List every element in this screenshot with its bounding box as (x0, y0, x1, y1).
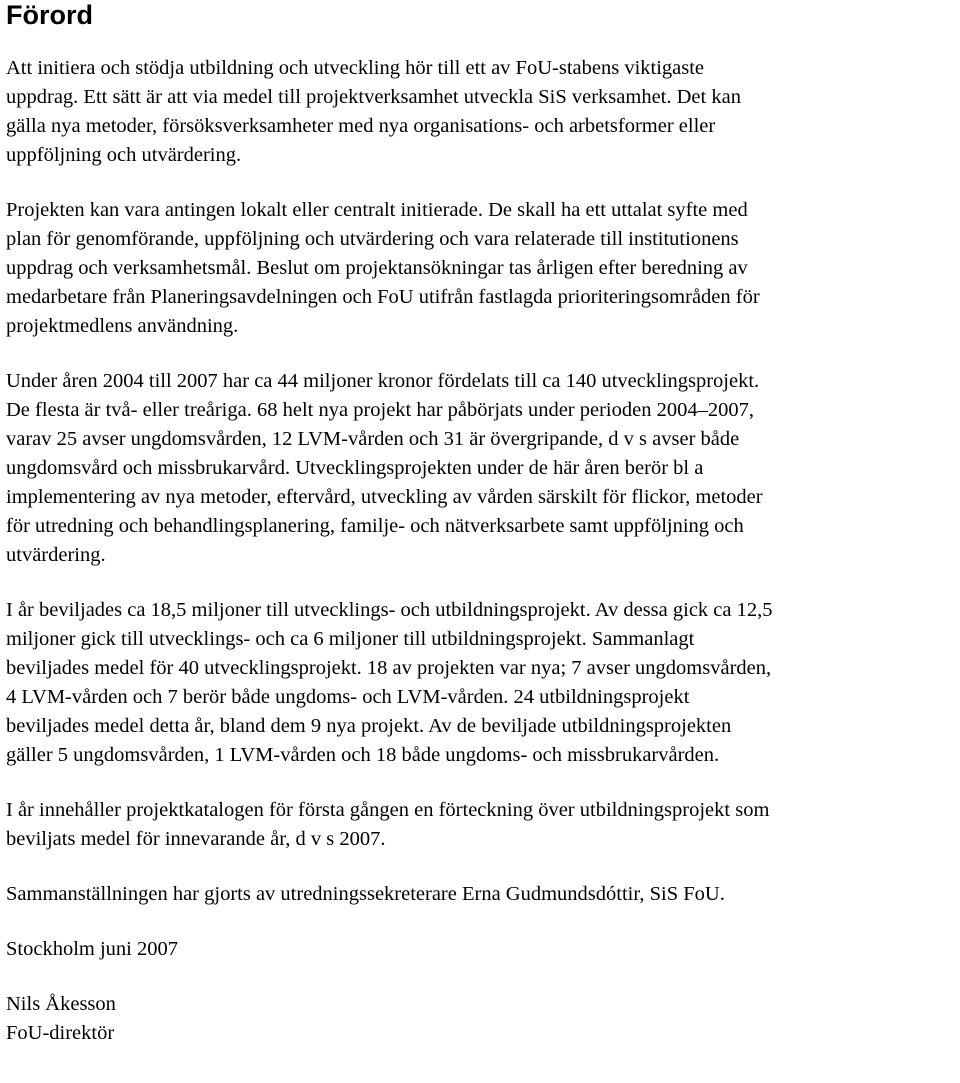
text-line: Stockholm juni 2007 (6, 938, 178, 960)
place-date (6, 935, 958, 964)
text-line: gälla nya metoder, försöksverksamheter med nya organisations- och arbetsformer eller (6, 115, 716, 137)
text-line: Sammanställningen har gjorts av utredningssekreterare Erna Gudmundsdóttir, SiS FoU. (6, 883, 725, 905)
text-line: uppdrag och verksamhetsmål. Beslut om projektansökningar tas årligen efter beredning av (6, 257, 748, 279)
text-line: I år innehåller projektkatalogen för första gången en förteckning över utbildningsprojekt som (6, 799, 770, 821)
text-line: implementering av nya metoder, eftervård, utveckling av vården särskilt för flickor, metoder (6, 486, 763, 508)
signatory-title: FoU-direktör (6, 1022, 115, 1044)
text-line: beviljats medel för innevarande år, d v s 2007. (6, 828, 386, 850)
text-line: utvärdering. (6, 544, 106, 566)
text-line: 4 LVM-vården och 7 berör både ungdoms- och LVM-vården. 24 utbildningsprojekt (6, 686, 690, 708)
text-line: plan för genomförande, uppföljning och utvärdering och vara relaterade till institutionens (6, 228, 739, 250)
paragraph-funding-history (6, 367, 958, 570)
text-line: för utredning och behandlingsplanering, familje- och nätverksarbete samt uppföljning och (6, 515, 744, 537)
text-line: varav 25 avser ungdomsvården, 12 LVM-vården och 31 är övergripande, d v s avser både (6, 428, 740, 450)
paragraph-projects (6, 196, 958, 341)
text-line: beviljades medel för 40 utvecklingsprojekt. 18 av projekten var nya; 7 avser ungdomsvården, (6, 657, 772, 679)
text-line: ungdomsvård och missbrukarvård. Utvecklingsprojekten under de här åren berör bl a (6, 457, 704, 479)
document-page (6, 0, 958, 1048)
text-line: beviljades medel detta år, bland dem 9 nya projekt. Av de beviljade utbildningsprojekten (6, 715, 732, 737)
text-line: Projekten kan vara antingen lokalt eller centralt initierade. De skall ha ett uttalat syfte med (6, 199, 748, 221)
text-line: gäller 5 ungdomsvården, 1 LVM-vården och 18 både ungdoms- och missbrukarvården. (6, 744, 720, 766)
text-line: medarbetare från Planeringsavdelningen och FoU utifrån fastlagda prioriteringsområden för (6, 286, 760, 308)
text-line: uppföljning och utvärdering. (6, 144, 242, 166)
text-line: I år beviljades ca 18,5 miljoner till utvecklings- och utbildningsprojekt. Av dessa gick ca 12,5 (6, 599, 773, 621)
paragraph-catalog (6, 796, 958, 854)
paragraph-compiled-by (6, 880, 958, 909)
text-line: miljoner gick till utvecklings- och ca 6 miljoner till utbildningsprojekt. Sammanlagt (6, 628, 695, 650)
text-line: Att initiera och stödja utbildning och utveckling hör till ett av FoU-stabens viktigaste (6, 57, 705, 79)
paragraph-this-year (6, 596, 958, 770)
text-line: De flesta är två- eller treåriga. 68 helt nya projekt har påbörjats under perioden 2004–2007, (6, 399, 754, 421)
text-line: projektmedlens användning. (6, 315, 239, 337)
page-title: Förord (6, 0, 93, 30)
signatory-name: Nils Åkesson (6, 993, 116, 1015)
text-line: Under åren 2004 till 2007 har ca 44 miljoner kronor fördelats till ca 140 utvecklingsprojekt. (6, 370, 760, 392)
text-line: uppdrag. Ett sätt är att via medel till projektverksamhet utveckla SiS verksamhet. Det kan (6, 86, 741, 108)
paragraph-intro (6, 54, 958, 170)
signature-block (6, 990, 958, 1048)
